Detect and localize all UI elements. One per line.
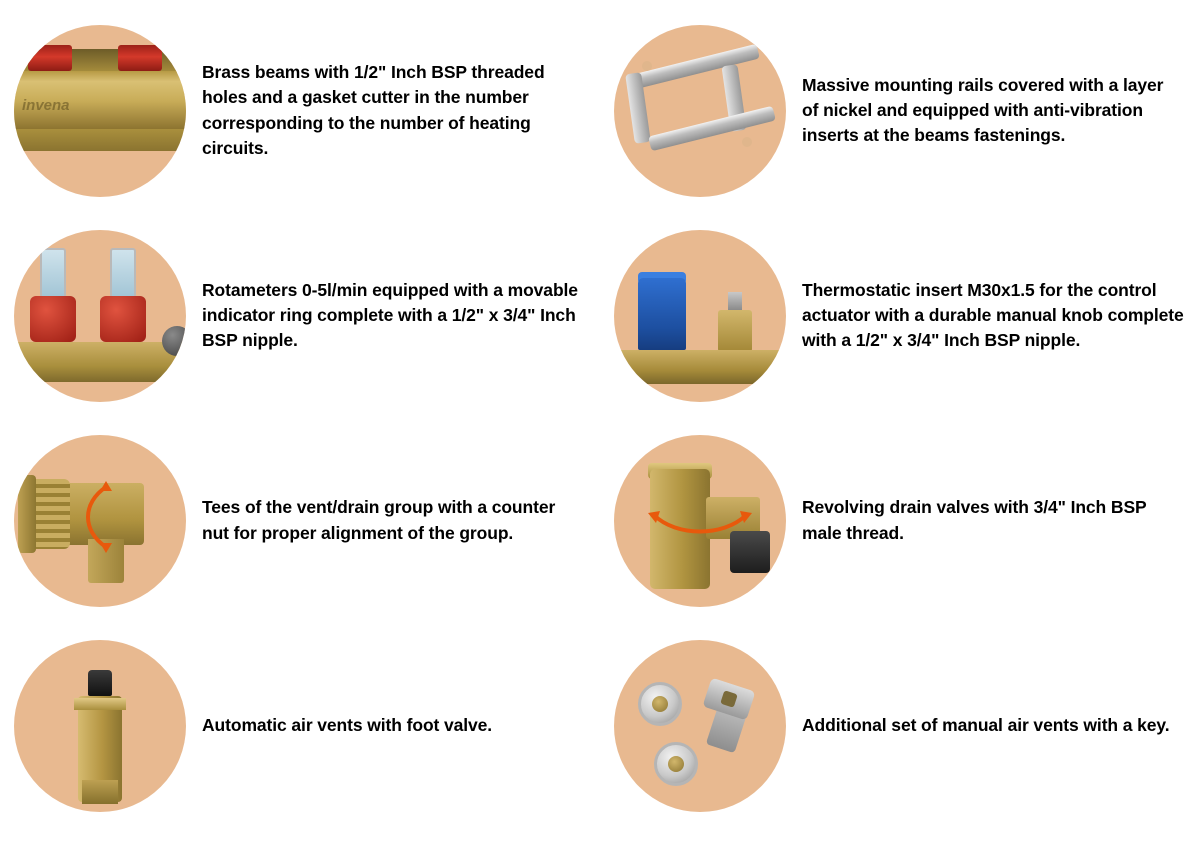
feature-item-brass-beams	[0, 8, 600, 213]
rotameter-flow-meter-photo	[14, 230, 186, 402]
feature-item-automatic-air-vents	[0, 623, 600, 828]
brass-manifold-beam-photo: invena	[14, 25, 186, 197]
nickel-mounting-rail-photo	[614, 25, 786, 197]
feature-caption: Tees of the vent/drain group with a counter nut for proper alignment of the group.	[202, 497, 556, 543]
feature-caption: Brass beams with 1/2" Inch BSP threaded holes and a gasket cutter in the number corresponding to the number of heating circuits.	[202, 62, 545, 158]
feature-caption: Thermostatic insert M30x1.5 for the control actuator with a durable manual knob complete with a 1/2" x 3/4" Inch BSP nipple.	[802, 279, 1184, 351]
rotation-arrow-icon	[76, 479, 116, 555]
feature-caption: Rotameters 0-5l/min equipped with a movable indicator ring complete with a 1/2" x 3/4" Inch BSP nipple.	[202, 279, 578, 351]
feature-caption: Additional set of manual air vents with a key.	[802, 714, 1170, 735]
feature-item-rotameters	[0, 213, 600, 418]
feature-item-vent-drain-tees	[0, 418, 600, 623]
feature-item-manual-air-vents	[600, 623, 1200, 828]
feature-caption: Automatic air vents with foot valve.	[202, 714, 493, 735]
tee-fitting-photo	[14, 435, 186, 607]
revolving-drain-valve-photo	[614, 435, 786, 607]
manual-air-vent-with-key-photo	[614, 640, 786, 812]
automatic-air-vent-photo	[14, 640, 186, 812]
feature-item-thermostatic-insert	[600, 213, 1200, 418]
feature-item-mounting-rails	[600, 8, 1200, 213]
feature-caption: Massive mounting rails covered with a layer of nickel and equipped with anti-vibration inserts at the beams fastenings.	[802, 74, 1164, 146]
feature-caption: Revolving drain valves with 3/4" Inch BSP male thread.	[802, 497, 1147, 543]
rotation-arrow-icon	[646, 509, 754, 543]
thermostatic-insert-photo	[614, 230, 786, 402]
feature-item-drain-valves	[600, 418, 1200, 623]
